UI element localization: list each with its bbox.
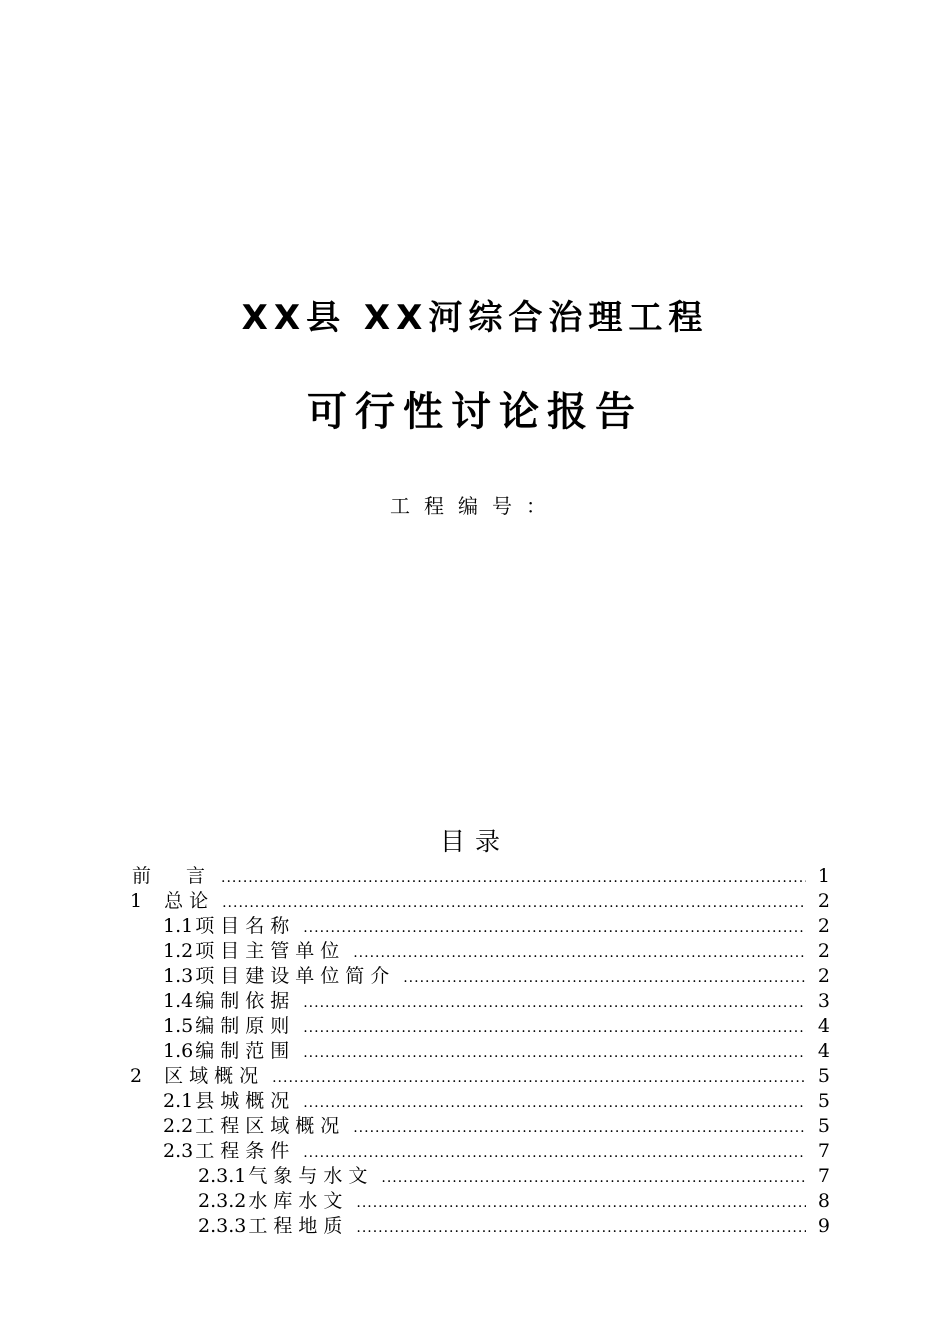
- toc-entry-label: 水库水文: [248, 1190, 349, 1212]
- toc-entry-label: 总论: [164, 890, 215, 912]
- toc-entry-number: 2.3.3: [198, 1215, 247, 1237]
- toc-entry-page: 5: [817, 1090, 830, 1112]
- toc-entry[interactable]: [130, 989, 830, 1014]
- toc-entry-page: 2: [817, 890, 830, 912]
- toc-entry-label: 县城概况: [195, 1090, 296, 1112]
- toc-entry[interactable]: [130, 1114, 830, 1139]
- table-of-contents: [130, 864, 830, 1239]
- toc-entry-number: 2.3: [163, 1140, 194, 1162]
- toc-entry-page: 2: [817, 940, 830, 962]
- toc-entry[interactable]: [130, 914, 830, 939]
- toc-entry[interactable]: [130, 1189, 830, 1214]
- toc-leader-dots: [356, 1216, 806, 1241]
- toc-leader-dots: [221, 866, 806, 891]
- toc-entry[interactable]: [130, 1089, 830, 1114]
- toc-leader-dots: [303, 1041, 806, 1066]
- toc-leader-dots: [381, 1166, 806, 1191]
- toc-entry-number: 2.1: [163, 1090, 194, 1112]
- toc-entry-label: 工程条件: [195, 1140, 296, 1162]
- toc-entry-number: 2.3.2: [198, 1190, 247, 1212]
- toc-entry-number: 2.3.1: [198, 1165, 247, 1187]
- toc-entry-number: 1.3: [163, 965, 194, 987]
- toc-entry-page: 7: [817, 1140, 830, 1162]
- toc-entry-page: 7: [817, 1165, 830, 1187]
- toc-entry[interactable]: [130, 1064, 830, 1089]
- toc-leader-dots: [303, 1091, 806, 1116]
- toc-leader-dots: [353, 1116, 806, 1141]
- toc-entry-label: 编制原则: [195, 1015, 296, 1037]
- toc-entry-label: 前 言: [132, 865, 214, 887]
- toc-entry[interactable]: [130, 889, 830, 914]
- toc-entry-label: 项目名称: [195, 915, 296, 937]
- toc-entry-page: 4: [817, 1040, 830, 1062]
- toc-entry-number: 2: [130, 1065, 143, 1087]
- toc-entry[interactable]: [130, 1164, 830, 1189]
- toc-entry-number: 1.5: [163, 1015, 194, 1037]
- toc-entry-label: 编制范围: [195, 1040, 296, 1062]
- toc-entry[interactable]: [130, 1214, 830, 1239]
- toc-heading: 目录: [439, 827, 510, 856]
- toc-entry-number: 1.6: [163, 1040, 194, 1062]
- toc-leader-dots: [353, 941, 806, 966]
- toc-entry-page: 2: [817, 965, 830, 987]
- toc-leader-dots: [303, 991, 806, 1016]
- toc-entry[interactable]: [130, 1039, 830, 1064]
- toc-entry-number: 1: [130, 890, 143, 912]
- toc-entry[interactable]: [130, 964, 830, 989]
- toc-entry-label: 工程地质: [248, 1215, 349, 1237]
- toc-entry-number: 2.2: [163, 1115, 194, 1137]
- toc-entry[interactable]: [130, 1139, 830, 1164]
- report-title: 可行性讨论报告: [307, 389, 643, 435]
- toc-entry-page: 8: [817, 1190, 830, 1212]
- toc-entry[interactable]: [130, 1014, 830, 1039]
- toc-entry-label: 项目建设单位简介: [195, 965, 396, 987]
- toc-entry-page: 1: [817, 865, 830, 887]
- toc-entry-page: 4: [817, 1015, 830, 1037]
- toc-leader-dots: [403, 966, 806, 991]
- toc-entry-number: 1.1: [163, 915, 194, 937]
- toc-entry-label: 气象与水文: [248, 1165, 374, 1187]
- toc-entry-page: 2: [817, 915, 830, 937]
- toc-leader-dots: [356, 1191, 806, 1216]
- toc-entry[interactable]: [130, 864, 830, 889]
- toc-entry-label: 编制依据: [195, 990, 296, 1012]
- toc-entry-page: 3: [817, 990, 830, 1012]
- toc-leader-dots: [303, 916, 806, 941]
- toc-entry-label: 工程区域概况: [195, 1115, 346, 1137]
- toc-entry-page: 5: [817, 1065, 830, 1087]
- toc-entry-label: 区域概况: [164, 1065, 265, 1087]
- toc-entry-page: 5: [817, 1115, 830, 1137]
- toc-entry-number: 1.4: [163, 990, 194, 1012]
- toc-leader-dots: [272, 1066, 806, 1091]
- project-title: XX县 XX河综合治理工程: [241, 298, 709, 338]
- toc-leader-dots: [303, 1016, 806, 1041]
- toc-leader-dots: [303, 1141, 806, 1166]
- project-number-label: 工程编号：: [390, 494, 560, 518]
- toc-leader-dots: [222, 891, 806, 916]
- toc-entry-label: 项目主管单位: [195, 940, 346, 962]
- toc-entry[interactable]: [130, 939, 830, 964]
- toc-entry-number: 1.2: [163, 940, 194, 962]
- toc-entry-page: 9: [817, 1215, 830, 1237]
